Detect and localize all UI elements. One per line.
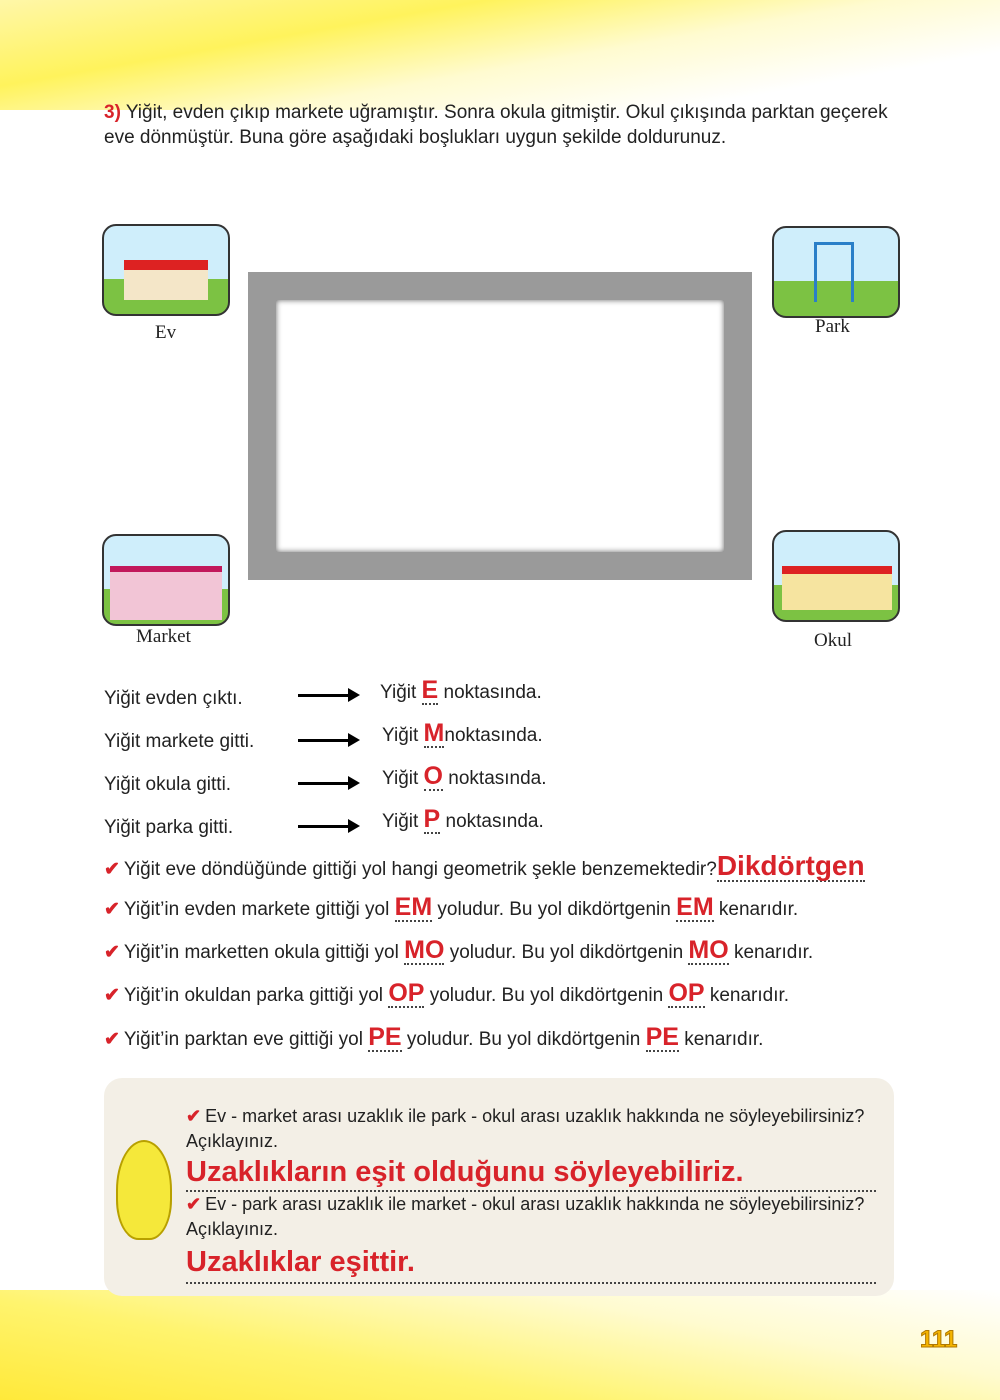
text: noktasında. [445,811,544,832]
text: Ev - park arası uzaklık ile market - okul arası uzaklık hakkında ne söyleyebilirsiniz? [205,1194,865,1214]
path-row [104,979,789,1008]
rectangle-path-diagram [248,272,752,580]
path-row [104,936,813,965]
school-image [772,530,900,622]
text: Yiğit [382,725,419,746]
text: Açıklayınız. [186,1131,279,1151]
check-icon: ✔ [104,859,120,880]
check-icon: ✔ [186,1106,202,1126]
text: Yiğit [382,768,419,789]
label-market: Market [136,626,191,647]
text: Dikdörtgen [716,850,865,881]
market-image [102,534,230,626]
text: kenarıdır. [684,1029,764,1050]
label-park: Park [815,316,850,337]
check-icon: ✔ [186,1194,202,1214]
text: OP [388,979,425,1007]
arrow-icon [298,739,356,742]
text: EM [676,893,714,921]
path-row [104,1023,763,1052]
text: Yiğit’in evden markete gittiği yol [123,899,390,920]
step-answer [380,676,542,705]
text: Yiğit’in marketten okula gittiği yol [123,942,399,963]
label-ev: Ev [155,322,177,343]
question-text [104,100,904,150]
text: Yiğit okula gitti. [104,774,232,795]
text: Yiğit’in parktan eve gittiği yol [123,1029,363,1050]
chick-mascot-image [116,1140,172,1240]
text: Uzaklıklar eşittir. [186,1242,876,1284]
text: yoludur. Bu yol dikdörtgenin [449,942,684,963]
step-answer [382,719,543,748]
text: kenarıdır. [733,942,814,963]
check-icon: ✔ [104,985,120,1006]
step-answer [382,805,544,834]
text: yoludur. Bu yol dikdörtgenin [429,985,664,1006]
text: yoludur. Bu yol dikdörtgenin [406,1029,641,1050]
path-row [104,893,798,922]
text: Yiğit parka gitti. [104,817,234,838]
text: noktasında. [448,768,547,789]
arrow-icon [298,694,356,697]
shape-question [104,850,865,882]
text: kenarıdır. [709,985,790,1006]
text: kenarıdır. [718,899,799,920]
text: MO [688,936,729,964]
text: Uzaklıkların eşit olduğunu söyleyebiliriz. [186,1154,876,1192]
step-row [104,688,243,710]
text: Yiğit, evden çıkıp markete uğramıştır. Sonra okula gitmiştir. Okul çıkışında parktan geçerek eve dönmüştür. Buna göre aşağıdaki boşlukları uygun şekilde doldurunuz. [104,102,888,148]
decorative-wave-bottom [0,1290,1000,1400]
text: yoludur. Bu yol dikdörtgenin [437,899,671,920]
box-content [186,1104,876,1284]
park-image [772,226,900,318]
text: PE [645,1023,679,1051]
text: Yiğit [382,811,419,832]
text: Yiğit’in okuldan parka gittiği yol [123,985,384,1006]
step-row [104,731,254,753]
page-number: 111 [920,1326,958,1353]
text: OP [668,979,705,1007]
step-answer [382,762,547,791]
text: Açıklayınız. [186,1219,279,1239]
check-icon: ✔ [104,899,120,920]
label-okul: Okul [814,630,852,651]
text: Ev - market arası uzaklık ile park - okul arası uzaklık hakkında ne söyleyebilirsiniz? [205,1106,865,1126]
text: PE [368,1023,402,1051]
text: P [423,805,441,833]
text: Yiğit evden çıktı. [104,688,243,709]
text: M [423,719,445,747]
arrow-icon [298,825,356,828]
text: 3) [104,102,121,123]
step-row [104,817,233,839]
text: E [421,676,439,704]
text: MO [404,936,445,964]
text: noktasında. [443,682,542,703]
check-icon: ✔ [104,942,120,963]
decorative-wave-top [0,0,1000,110]
text: O [423,762,443,790]
arrow-icon [298,782,356,785]
text: Yiğit markete gitti. [104,731,255,752]
text: Yiğit [380,682,417,703]
step-row [104,774,231,796]
text: Yiğit eve döndüğünde gittiği yol hangi geometrik şekle benzemektedir? [123,859,717,880]
check-icon: ✔ [104,1029,120,1050]
text: EM [394,893,433,921]
house-image [102,224,230,316]
text: noktasında. [444,725,543,746]
